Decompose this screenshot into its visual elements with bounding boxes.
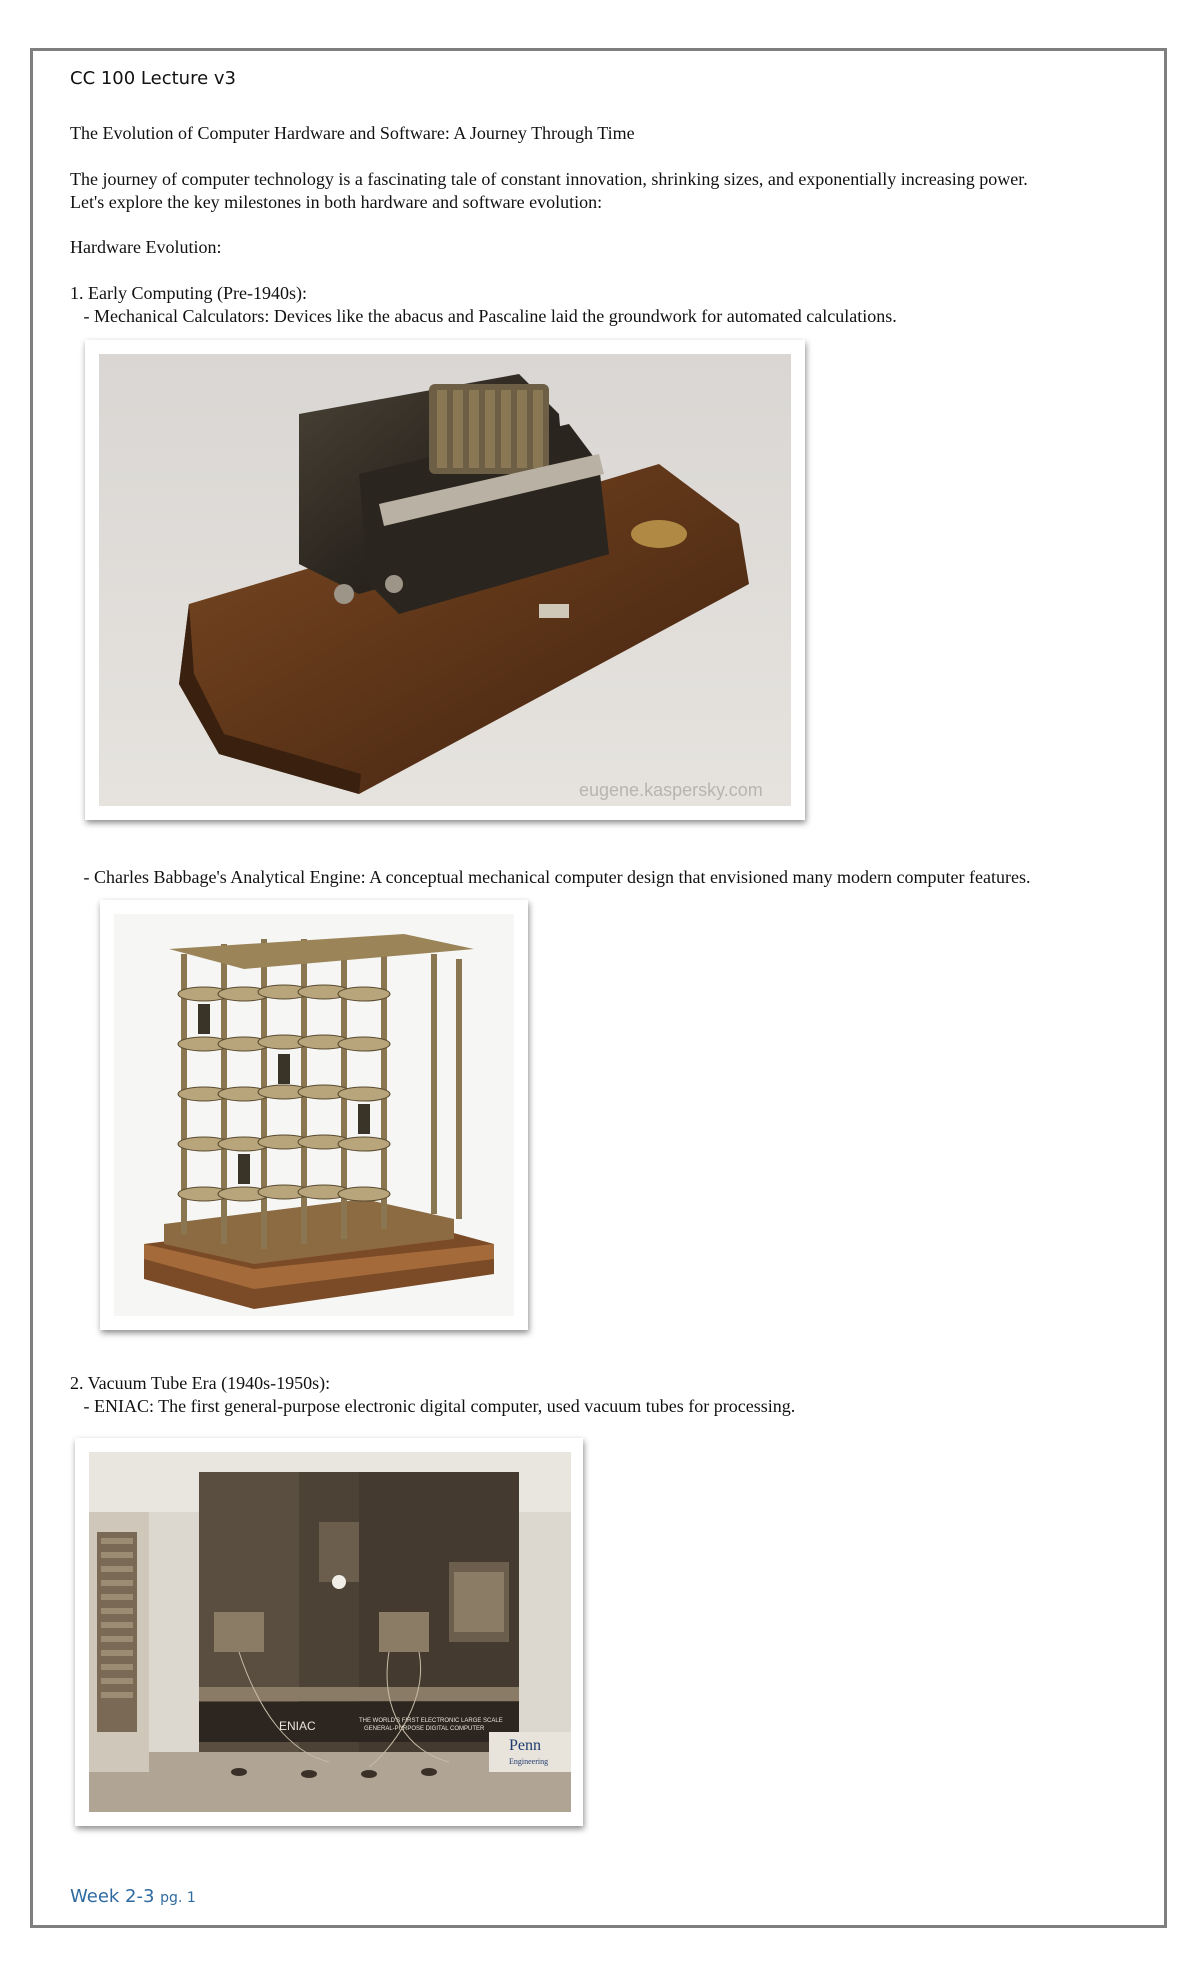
document-title: The Evolution of Computer Hardware and Software: A Journey Through Time (70, 123, 635, 143)
item1-bullet-mechanical: - Mechanical Calculators: Devices like the abacus and Pascaline laid the groundwork for automated calculations. (70, 306, 897, 326)
item2-heading: 2. Vacuum Tube Era (1940s-1950s): (70, 1373, 331, 1393)
babbage-engine-photo (100, 900, 528, 1330)
eniac-photo (75, 1438, 583, 1826)
page-header: CC 100 Lecture v3 (70, 68, 236, 89)
calculator-image (99, 354, 791, 806)
eniac-caption-line-2: GENERAL-PURPOSE DIGITAL COMPUTER (364, 1726, 485, 1732)
penn-logo: Penn (509, 1737, 541, 1754)
footer-page-number: pg. 1 (160, 1890, 196, 1906)
item2-bullet-eniac: - ENIAC: The first general-purpose electronic digital computer, used vacuum tubes for processing. (70, 1396, 796, 1416)
calculator-photo (85, 340, 805, 820)
eniac-caption-line-1: THE WORLD'S FIRST ELECTRONIC LARGE SCALE (359, 1718, 503, 1724)
item1-heading: 1. Early Computing (Pre-1940s): (70, 283, 307, 303)
item1-bullet-babbage: - Charles Babbage's Analytical Engine: A conceptual mechanical computer design that envisioned many modern computer features. (70, 867, 1031, 887)
eniac-image (89, 1452, 571, 1812)
penn-logo-sub: Engineering (509, 1757, 549, 1766)
section-heading: Hardware Evolution: (70, 237, 222, 257)
page-footer (70, 1886, 196, 1907)
intro-line-1: The journey of computer technology is a fascinating tale of constant innovation, shrinking sizes, and exponentially increasing power. (70, 169, 1028, 189)
babbage-engine-image (114, 914, 514, 1316)
eniac-sign: ENIAC (279, 1719, 316, 1733)
calculator-watermark: eugene.kaspersky.com (579, 780, 763, 800)
intro-line-2: Let's explore the key milestones in both hardware and software evolution: (70, 192, 603, 212)
footer-week: Week 2-3 (70, 1886, 155, 1907)
